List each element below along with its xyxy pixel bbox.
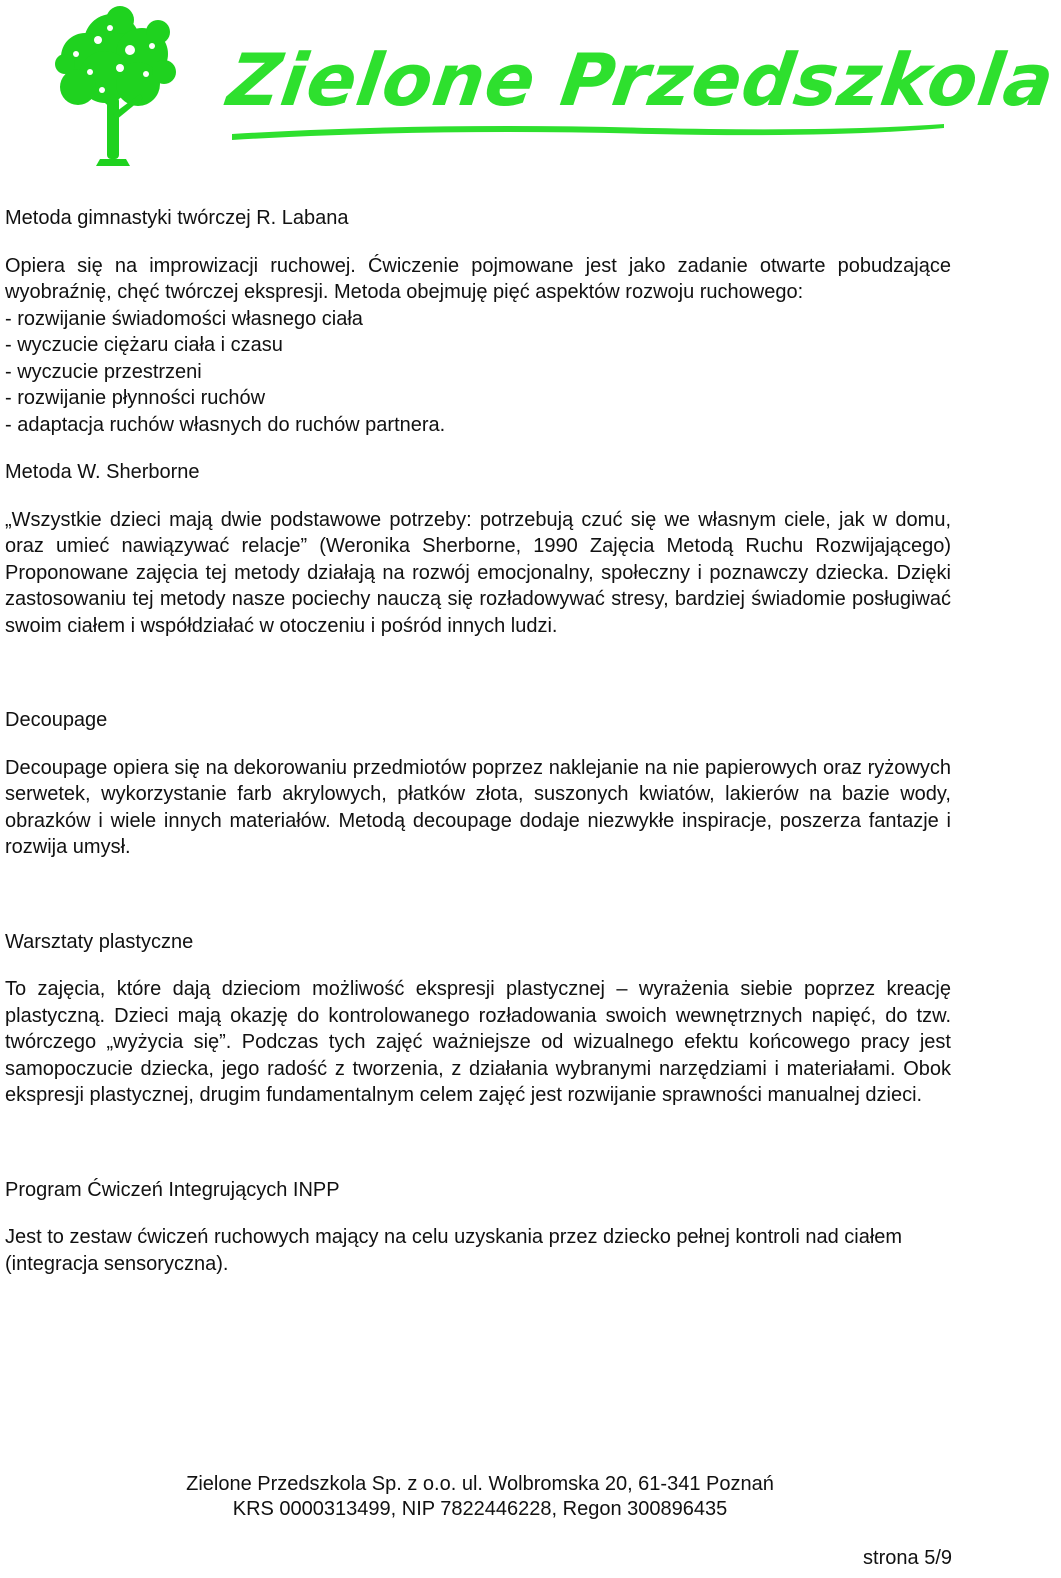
section-title-laban: Metoda gimnastyki twórczej R. Labana [5,207,349,229]
page-number: strona 5/9 [863,1547,952,1569]
list-item: - rozwijanie świadomości własnego ciała [5,307,363,330]
paragraph-decoupage: Decoupage opiera się na dekorowaniu przedmiotów poprzez naklejanie na nie papierowych oraz ryżowych serwetek, wykorzystanie farb akrylowych, płatków złota, suszonych kwiatów, lakierów na bazie wody, obrazków i wiele innych materiałów. Metodą decoupage dodaje niezwykłe inspiracje, poszerza fantazje i rozwija umysł. [5,756,951,858]
section-title-warsztaty: Warsztaty plastyczne [5,930,194,953]
footer-registry: KRS 0000313499, NIP 7822446228, Regon 300896435 [232,1497,728,1520]
paragraph-laban: Opiera się na improwizacji ruchowej. Ćwiczenie pojmowane jest jako zadanie otwarte pobudzające wyobraźnię, chęć twórczej ekspresji. Metoda obejmuję pięć aspektów rozwoju ruchowego: [5,254,951,303]
section-title-sherborne: Metoda W. Sherborne [5,461,200,483]
paragraph-inpp: Jest to zestaw ćwiczeń ruchowych mający na celu uzyskania przez dziecko pełnej kontroli nad ciałem (integracja sensoryczna). [5,1226,903,1275]
document-body [5,205,951,1277]
list-laban-aspects [5,306,951,439]
tree-logo-icon [50,2,180,167]
section-title-decoupage: Decoupage [5,709,108,731]
footer-address: Zielone Przedszkola Sp. z o.o. ul. Wolbromska 20, 61-341 Poznań [186,1473,774,1495]
paragraph-warsztaty: To zajęcia, które dają dzieciom możliwość ekspresji plastycznej – wyrażenia siebie poprzez kreację plastyczną. Dzieci mają okazję do kontrolowanego rozładowania swoich wewnętrznych napięć, do tzw. twórczego „wyżycia się”. Podczas tych zajęć ważniejsze od wizualnego efektu końcowego pracy jest samopoczucie dziecka, jego radość z tworzenia, z działania wybranymi narzędziami i materiałami. Obok ekspresji plastycznej, drugim fundamentalnym celem zajęć jest rozwijanie sprawności manualnej dzieci. [5,978,951,1106]
logo-underline-swoosh [232,118,944,142]
brand-logo-text: Zielone Przedszkola [222,38,1060,122]
list-item: - wyczucie przestrzeni [5,360,202,383]
page-footer [0,1472,960,1521]
list-item: - adaptacja ruchów własnych do ruchów partnera. [5,413,446,436]
paragraph-sherborne: „Wszystkie dzieci mają dwie podstawowe potrzeby: potrzebują czuć się we własnym ciele, jak w domu, oraz umieć nawiązywać relacje” (Weronika Sherborne, 1990 Zajęcia Metodą Ruchu Rozwijającego) Proponowane zajęcia tej metody działają na rozwój emocjonalny, społeczny i poznawczy dziecka. Dzięki zastosowaniu tej metody nasze pociechy nauczą się rozładowywać stresy, bardziej świadomie posługiwać swoim ciałem i współdziałać w otoczeniu i pośród innych ludzi. [5,508,951,637]
list-item: - rozwijanie płynności ruchów [5,387,266,409]
page-header [0,0,1060,175]
list-item: - wyczucie ciężaru ciała i czasu [5,334,283,356]
section-title-inpp: Program Ćwiczeń Integrujących INPP [5,1178,340,1201]
